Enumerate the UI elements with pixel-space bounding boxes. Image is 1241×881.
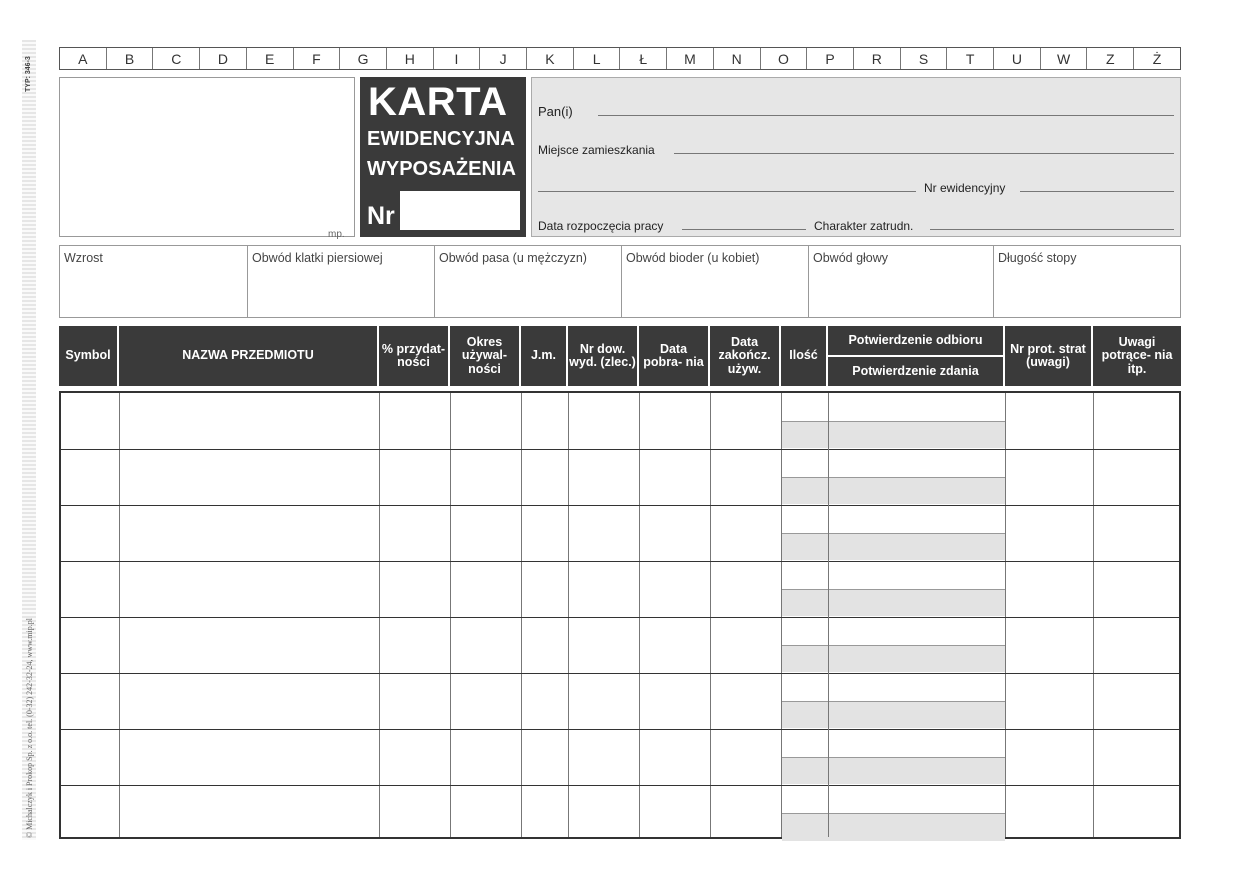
pan-field[interactable]	[598, 115, 1174, 116]
row-split-line	[782, 813, 1005, 814]
column-letter: B	[106, 48, 153, 69]
col-ilosc-header: Ilość	[781, 326, 826, 386]
row-shaded-cell	[782, 477, 1005, 504]
title-ewidencyjna: EWIDENCYJNA	[367, 128, 515, 150]
col-jm-header: J.m.	[521, 326, 566, 386]
column-divider	[828, 393, 829, 837]
column-letters-row	[59, 47, 1181, 70]
col-symbol-header: Symbol	[59, 326, 117, 386]
column-divider	[379, 393, 380, 837]
data-rozpoczecia-label: Data rozpoczęcia pracy	[538, 219, 664, 233]
column-letter: K	[526, 48, 573, 69]
col-uwagi-header: Uwagi potrące- nia itp.	[1093, 326, 1181, 386]
column-divider	[450, 393, 451, 837]
row-split-line	[782, 533, 1005, 534]
table-row-divider	[61, 785, 1179, 786]
data-rozpoczecia-field[interactable]	[682, 229, 806, 230]
column-divider	[1093, 393, 1094, 837]
column-letter: Ł	[619, 48, 666, 69]
column-divider	[521, 393, 522, 837]
column-letter: Ż	[1133, 48, 1180, 69]
row-split-line	[782, 589, 1005, 590]
title-karta: KARTA	[368, 80, 508, 124]
charakter-field[interactable]	[930, 229, 1174, 230]
col-data-zakoncz-header: Data zakończ. używ.	[710, 326, 779, 386]
column-letter: A	[78, 50, 88, 67]
column-letter: C	[152, 48, 199, 69]
table-row-divider	[61, 617, 1179, 618]
row-shaded-cell	[782, 813, 1005, 841]
pan-label: Pan(i)	[538, 104, 573, 119]
column-divider	[568, 393, 569, 837]
row-split-line	[782, 477, 1005, 478]
column-letter: F	[293, 48, 340, 69]
row-split-line	[782, 421, 1005, 422]
column-letter: T	[946, 48, 993, 69]
col-nazwa-header: NAZWA PRZEDMIOTU	[119, 326, 377, 386]
col-nr-prot-header: Nr prot. strat (uwagi)	[1005, 326, 1091, 386]
publisher-imprint: © Michalczyk i Prokop Sp. z o.o. tel. (0-32) 242-32-24, www.mip.pl	[25, 618, 34, 838]
nr-label: Nr	[367, 202, 395, 230]
measure-klatka[interactable]: Obwód klatki piersiowej	[247, 246, 434, 317]
column-letter: N	[713, 48, 760, 69]
measure-glowa[interactable]: Obwód głowy	[808, 246, 993, 317]
col-okres-header: Okres używal- ności	[450, 326, 519, 386]
measure-biodra[interactable]: Obwód bioder (u kobiet)	[621, 246, 808, 317]
row-shaded-cell	[782, 533, 1005, 560]
charakter-label: Charakter zatrudn.	[814, 219, 914, 233]
row-shaded-cell	[782, 701, 1005, 728]
col-potw-odbioru-header: Potwierdzenie odbioru	[828, 326, 1003, 355]
table-body[interactable]	[59, 391, 1181, 839]
row-shaded-cell	[782, 645, 1005, 672]
miejsce-label: Miejsce zamieszkania	[538, 143, 655, 157]
column-letter: I	[433, 48, 480, 69]
row-shaded-cell	[782, 421, 1005, 448]
column-letter: H	[386, 48, 433, 69]
column-divider	[639, 393, 640, 837]
column-letter: W	[1040, 48, 1087, 69]
table-row-divider	[61, 561, 1179, 562]
column-letter: O	[760, 48, 807, 69]
col-data-pobrania-header: Data pobra- nia	[639, 326, 708, 386]
col-potw-zdania-header: Potwierdzenie zdania	[828, 357, 1003, 386]
measure-pas[interactable]: Obwód pasa (u mężczyzn)	[434, 246, 621, 317]
table-row-divider	[61, 449, 1179, 450]
column-letter: J	[479, 48, 526, 69]
column-letter: Z	[1086, 48, 1133, 69]
column-letter: G	[339, 48, 386, 69]
stamp-area	[59, 77, 355, 237]
address-continuation-field[interactable]	[538, 191, 916, 192]
row-shaded-cell	[782, 757, 1005, 784]
row-split-line	[782, 701, 1005, 702]
col-nr-dow-header: Nr dow. wyd. (zlec.)	[568, 326, 637, 386]
column-letter: U	[993, 48, 1040, 69]
personal-info-box	[531, 77, 1181, 237]
table-row-divider	[61, 673, 1179, 674]
miejsce-field[interactable]	[674, 153, 1174, 154]
nr-ewidencyjny-field[interactable]	[1020, 191, 1174, 192]
measure-stopa[interactable]: Długość stopy	[993, 246, 1180, 317]
column-divider	[119, 393, 120, 837]
measurements-row	[59, 245, 1181, 318]
column-letter: P	[806, 48, 853, 69]
row-shaded-cell	[782, 589, 1005, 616]
title-wyposazenia: WYPOSAŻENIA	[367, 158, 516, 180]
form-type-code: TYP: 346-3	[25, 56, 32, 92]
column-divider	[1005, 393, 1006, 837]
row-split-line	[782, 757, 1005, 758]
column-letter: S	[900, 48, 947, 69]
measure-wzrost[interactable]: Wzrost	[64, 251, 103, 265]
nr-ewidencyjny-label: Nr ewidencyjny	[924, 181, 1006, 195]
stamp-label: mp.	[328, 229, 345, 240]
table-header	[59, 326, 1181, 386]
table-row-divider	[61, 505, 1179, 506]
row-split-line	[782, 645, 1005, 646]
column-divider	[710, 393, 711, 837]
column-letter: R	[853, 48, 900, 69]
column-letter: L	[573, 48, 620, 69]
column-letter: D	[199, 48, 246, 69]
column-letter: M	[666, 48, 713, 69]
column-letter: E	[246, 48, 293, 69]
col-przydatnosc-header: % przydat- ności	[379, 326, 448, 386]
table-row-divider	[61, 729, 1179, 730]
nr-field[interactable]	[400, 191, 520, 230]
